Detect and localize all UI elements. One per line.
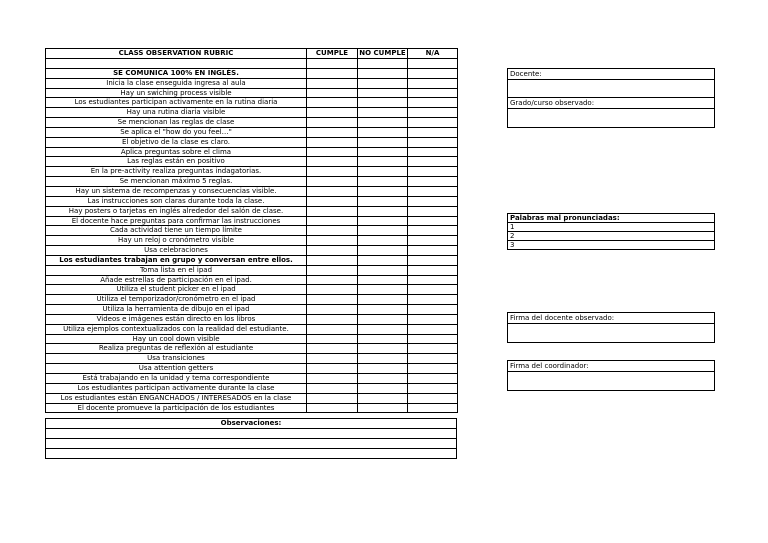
cumple-cell[interactable] bbox=[307, 295, 358, 305]
na-cell[interactable] bbox=[408, 88, 458, 98]
no-cumple-cell[interactable] bbox=[358, 226, 408, 236]
cumple-cell[interactable] bbox=[307, 354, 358, 364]
na-cell[interactable] bbox=[408, 354, 458, 364]
no-cumple-cell[interactable] bbox=[358, 305, 408, 315]
rubric-row bbox=[46, 255, 458, 265]
criterion-text: Inicia la clase enseguida ingresa al aula bbox=[46, 78, 307, 88]
na-cell[interactable] bbox=[408, 127, 458, 137]
criterion-text: Los estudiantes trabajan en grupo y conversan entre ellos. bbox=[46, 255, 307, 265]
criterion-text: Los estudiantes participan activamente durante la clase bbox=[46, 383, 307, 393]
cumple-cell[interactable] bbox=[307, 137, 358, 147]
na-cell[interactable] bbox=[408, 118, 458, 128]
na-cell[interactable] bbox=[408, 167, 458, 177]
na-cell[interactable] bbox=[408, 374, 458, 384]
rubric-row bbox=[46, 167, 458, 177]
rubric-body bbox=[46, 59, 458, 413]
cumple-cell[interactable] bbox=[307, 127, 358, 137]
rubric-row bbox=[46, 403, 458, 413]
na-cell[interactable] bbox=[408, 137, 458, 147]
criterion-text: Utiliza la herramienta de dibujo en el ipad bbox=[46, 305, 307, 315]
criterion-text: Añade estrellas de participación en el ipad. bbox=[46, 275, 307, 285]
no-cumple-cell[interactable] bbox=[358, 324, 408, 334]
criterion-text: En la pre-activity realiza preguntas indagatorias. bbox=[46, 167, 307, 177]
cumple-cell[interactable] bbox=[307, 305, 358, 315]
observaciones-line[interactable] bbox=[46, 439, 457, 449]
rubric-row bbox=[46, 275, 458, 285]
rubric-row bbox=[46, 324, 458, 334]
criterion-text: Hay un cool down visible bbox=[46, 334, 307, 344]
cumple-cell[interactable] bbox=[307, 364, 358, 374]
rubric-row bbox=[46, 177, 458, 187]
no-cumple-cell[interactable] bbox=[358, 334, 408, 344]
firma-docente-field[interactable] bbox=[508, 324, 714, 344]
firma-coordinador-label: Firma del coordinador: bbox=[508, 361, 714, 372]
no-cumple-cell[interactable] bbox=[358, 314, 408, 324]
cumple-cell[interactable] bbox=[307, 186, 358, 196]
rubric-row bbox=[46, 127, 458, 137]
rubric-row bbox=[46, 108, 458, 118]
rubric-row bbox=[46, 246, 458, 256]
rubric-row bbox=[46, 68, 458, 78]
na-cell[interactable] bbox=[408, 403, 458, 413]
cumple-cell[interactable] bbox=[307, 383, 358, 393]
rubric-row bbox=[46, 147, 458, 157]
cumple-cell[interactable] bbox=[307, 314, 358, 324]
cumple-cell[interactable] bbox=[307, 206, 358, 216]
cumple-cell[interactable] bbox=[307, 118, 358, 128]
cumple-cell[interactable] bbox=[307, 68, 358, 78]
na-cell[interactable] bbox=[408, 364, 458, 374]
rubric-row bbox=[46, 364, 458, 374]
cumple-cell[interactable] bbox=[307, 108, 358, 118]
cumple-cell[interactable] bbox=[307, 226, 358, 236]
no-cumple-cell[interactable] bbox=[358, 354, 408, 364]
no-cumple-cell[interactable] bbox=[358, 236, 408, 246]
na-cell[interactable] bbox=[408, 98, 458, 108]
criterion-text: Usa attention getters bbox=[46, 364, 307, 374]
cumple-cell[interactable] bbox=[307, 344, 358, 354]
criterion-text: El objetivo de la clase es claro. bbox=[46, 137, 307, 147]
firma-coordinador-field[interactable] bbox=[508, 372, 714, 392]
na-cell[interactable] bbox=[408, 285, 458, 295]
docente-box bbox=[507, 68, 715, 98]
criterion-text: El docente promueve la participación de los estudiantes bbox=[46, 403, 307, 413]
no-cumple-cell[interactable] bbox=[358, 196, 408, 206]
criterion-text bbox=[46, 59, 307, 69]
criterion-text: Usa celebraciones bbox=[46, 246, 307, 256]
criterion-text: Videos e imágenes están directo en los libros bbox=[46, 314, 307, 324]
rubric-row bbox=[46, 383, 458, 393]
no-cumple-cell[interactable] bbox=[358, 59, 408, 69]
no-cumple-cell[interactable] bbox=[358, 393, 408, 403]
palabras-item[interactable]: 1 bbox=[508, 223, 715, 232]
na-cell[interactable] bbox=[408, 305, 458, 315]
criterion-text: Utiliza el student picker en el ipad bbox=[46, 285, 307, 295]
rubric-row bbox=[46, 118, 458, 128]
criterion-text: Está trabajando en la unidad y tema correspondiente bbox=[46, 374, 307, 384]
na-cell[interactable] bbox=[408, 383, 458, 393]
criterion-text: Aplica preguntas sobre el clima bbox=[46, 147, 307, 157]
palabras-item[interactable]: 3 bbox=[508, 241, 715, 250]
no-cumple-cell[interactable] bbox=[358, 98, 408, 108]
no-cumple-cell[interactable] bbox=[358, 147, 408, 157]
no-cumple-cell[interactable] bbox=[358, 78, 408, 88]
criterion-text: SE COMUNICA 100% EN INGLÉS. bbox=[46, 68, 307, 78]
rubric-row bbox=[46, 285, 458, 295]
firma-coordinador-box bbox=[507, 360, 715, 391]
rubric-title: CLASS OBSERVATION RUBRIC bbox=[46, 49, 307, 59]
criterion-text: Realiza preguntas de reflexión al estudiante bbox=[46, 344, 307, 354]
rubric-row bbox=[46, 226, 458, 236]
cumple-cell[interactable] bbox=[307, 393, 358, 403]
no-cumple-cell[interactable] bbox=[358, 186, 408, 196]
cumple-cell[interactable] bbox=[307, 236, 358, 246]
na-cell[interactable] bbox=[408, 236, 458, 246]
na-cell[interactable] bbox=[408, 157, 458, 167]
cumple-cell[interactable] bbox=[307, 167, 358, 177]
no-cumple-cell[interactable] bbox=[358, 285, 408, 295]
criterion-text: Se aplica el "how do you feel…" bbox=[46, 127, 307, 137]
na-header: N/A bbox=[408, 49, 458, 59]
firma-docente-label: Firma del docente observado: bbox=[508, 313, 714, 324]
na-cell[interactable] bbox=[408, 206, 458, 216]
na-cell[interactable] bbox=[408, 275, 458, 285]
palabras-table bbox=[507, 213, 715, 250]
cumple-cell[interactable] bbox=[307, 177, 358, 187]
no-cumple-cell[interactable] bbox=[358, 246, 408, 256]
no-cumple-cell[interactable] bbox=[358, 177, 408, 187]
rubric-row bbox=[46, 186, 458, 196]
cumple-cell[interactable] bbox=[307, 285, 358, 295]
no-cumple-cell[interactable] bbox=[358, 403, 408, 413]
cumple-cell[interactable] bbox=[307, 147, 358, 157]
rubric-row bbox=[46, 216, 458, 226]
na-cell[interactable] bbox=[408, 177, 458, 187]
observaciones-table bbox=[45, 418, 457, 459]
no-cumple-cell[interactable] bbox=[358, 68, 408, 78]
rubric-row bbox=[46, 344, 458, 354]
na-cell[interactable] bbox=[408, 68, 458, 78]
cumple-cell[interactable] bbox=[307, 324, 358, 334]
na-cell[interactable] bbox=[408, 196, 458, 206]
no-cumple-cell[interactable] bbox=[358, 118, 408, 128]
grado-field[interactable] bbox=[508, 109, 714, 129]
observaciones-label: Observaciones: bbox=[46, 419, 457, 429]
na-cell[interactable] bbox=[408, 295, 458, 305]
rubric-row bbox=[46, 59, 458, 69]
rubric-row bbox=[46, 137, 458, 147]
criterion-text: Cada actividad tiene un tiempo límite bbox=[46, 226, 307, 236]
rubric-table bbox=[45, 48, 458, 413]
criterion-text: Toma lista en el ipad bbox=[46, 265, 307, 275]
palabras-label: Palabras mal pronunciadas: bbox=[508, 214, 715, 223]
cumple-cell[interactable] bbox=[307, 265, 358, 275]
criterion-text: Se mencionan máximo 5 reglas. bbox=[46, 177, 307, 187]
no-cumple-cell[interactable] bbox=[358, 157, 408, 167]
no-cumple-cell[interactable] bbox=[358, 383, 408, 393]
cumple-cell[interactable] bbox=[307, 374, 358, 384]
cumple-cell[interactable] bbox=[307, 59, 358, 69]
palabras-item[interactable]: 2 bbox=[508, 232, 715, 241]
rubric-header-row bbox=[46, 49, 458, 59]
no-cumple-cell[interactable] bbox=[358, 127, 408, 137]
na-cell[interactable] bbox=[408, 147, 458, 157]
cumple-cell[interactable] bbox=[307, 403, 358, 413]
no-cumple-cell[interactable] bbox=[358, 108, 408, 118]
rubric-row bbox=[46, 206, 458, 216]
firma-docente-box bbox=[507, 312, 715, 343]
no-cumple-cell[interactable] bbox=[358, 364, 408, 374]
cumple-cell[interactable] bbox=[307, 98, 358, 108]
cumple-cell[interactable] bbox=[307, 275, 358, 285]
rubric-row bbox=[46, 334, 458, 344]
na-cell[interactable] bbox=[408, 216, 458, 226]
criterion-text: Usa transiciones bbox=[46, 354, 307, 364]
criterion-text: Se mencionan las reglas de clase bbox=[46, 118, 307, 128]
rubric-row bbox=[46, 374, 458, 384]
cumple-cell[interactable] bbox=[307, 78, 358, 88]
rubric-row bbox=[46, 354, 458, 364]
criterion-text: Las instrucciones son claras durante toda la clase. bbox=[46, 196, 307, 206]
cumple-cell[interactable] bbox=[307, 88, 358, 98]
na-cell[interactable] bbox=[408, 255, 458, 265]
rubric-row bbox=[46, 295, 458, 305]
rubric-row bbox=[46, 196, 458, 206]
rubric-row bbox=[46, 236, 458, 246]
no-cumple-cell[interactable] bbox=[358, 167, 408, 177]
na-cell[interactable] bbox=[408, 108, 458, 118]
cumple-cell[interactable] bbox=[307, 157, 358, 167]
rubric-row bbox=[46, 314, 458, 324]
na-cell[interactable] bbox=[408, 226, 458, 236]
no-cumple-cell[interactable] bbox=[358, 344, 408, 354]
observaciones-line[interactable] bbox=[46, 449, 457, 459]
na-cell[interactable] bbox=[408, 393, 458, 403]
na-cell[interactable] bbox=[408, 246, 458, 256]
no-cumple-cell[interactable] bbox=[358, 295, 408, 305]
cumple-cell[interactable] bbox=[307, 216, 358, 226]
criterion-text: Hay posters o tarjetas en inglés alrededor del salón de clase. bbox=[46, 206, 307, 216]
no-cumple-cell[interactable] bbox=[358, 255, 408, 265]
criterion-text: Los estudiantes participan activamente en la rutina diaria bbox=[46, 98, 307, 108]
no-cumple-cell[interactable] bbox=[358, 206, 408, 216]
cumple-cell[interactable] bbox=[307, 255, 358, 265]
criterion-text: Las reglas están en positivo bbox=[46, 157, 307, 167]
no-cumple-cell[interactable] bbox=[358, 265, 408, 275]
na-cell[interactable] bbox=[408, 78, 458, 88]
criterion-text: Hay un swiching process visible bbox=[46, 88, 307, 98]
cumple-cell[interactable] bbox=[307, 246, 358, 256]
no-cumple-cell[interactable] bbox=[358, 88, 408, 98]
na-cell[interactable] bbox=[408, 334, 458, 344]
grado-label: Grado/curso observado: bbox=[508, 98, 714, 109]
rubric-row bbox=[46, 157, 458, 167]
no-cumple-cell[interactable] bbox=[358, 374, 408, 384]
criterion-text: Hay un reloj o cronómetro visible bbox=[46, 236, 307, 246]
rubric-row bbox=[46, 78, 458, 88]
na-cell[interactable] bbox=[408, 186, 458, 196]
grado-box bbox=[507, 97, 715, 128]
cumple-cell[interactable] bbox=[307, 196, 358, 206]
criterion-text: Hay una rutina diaria visible bbox=[46, 108, 307, 118]
rubric-row bbox=[46, 98, 458, 108]
criterion-text: Los estudiantes están ENGANCHADOS / INTERESADOS en la clase bbox=[46, 393, 307, 403]
cumple-cell[interactable] bbox=[307, 334, 358, 344]
na-cell[interactable] bbox=[408, 344, 458, 354]
criterion-text: Utiliza ejemplos contextualizados con la realidad del estudiante. bbox=[46, 324, 307, 334]
observaciones-line[interactable] bbox=[46, 429, 457, 439]
criterion-text: Hay un sistema de recompenzas y consecuencias visible. bbox=[46, 186, 307, 196]
rubric-row bbox=[46, 265, 458, 275]
no-cumple-cell[interactable] bbox=[358, 137, 408, 147]
criterion-text: Utiliza el temporizador/cronómetro en el ipad bbox=[46, 295, 307, 305]
rubric-row bbox=[46, 88, 458, 98]
no-cumple-header: NO CUMPLE bbox=[359, 49, 406, 57]
docente-label: Docente: bbox=[508, 69, 714, 80]
rubric-row bbox=[46, 393, 458, 403]
criterion-text: El docente hace preguntas para confirmar las instrucciones bbox=[46, 216, 307, 226]
na-cell[interactable] bbox=[408, 324, 458, 334]
na-cell[interactable] bbox=[408, 314, 458, 324]
na-cell[interactable] bbox=[408, 265, 458, 275]
rubric-row bbox=[46, 305, 458, 315]
cumple-header: CUMPLE bbox=[307, 49, 358, 59]
no-cumple-cell[interactable] bbox=[358, 275, 408, 285]
no-cumple-cell[interactable] bbox=[358, 216, 408, 226]
na-cell[interactable] bbox=[408, 59, 458, 69]
